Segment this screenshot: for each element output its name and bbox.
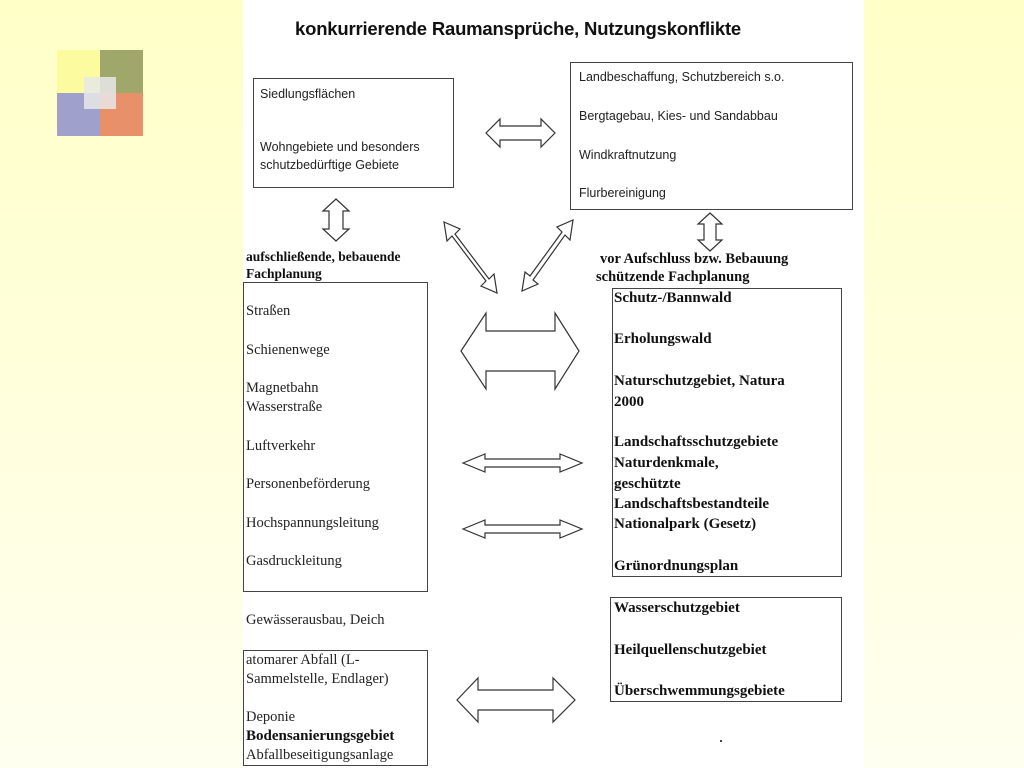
page-title: konkurrierende Raumansprüche, Nutzungskonflikte xyxy=(295,18,741,39)
schutz-line: Grünordnungsplan xyxy=(614,558,739,574)
wasser-line: Wasserschutzgebiet xyxy=(614,600,740,616)
double-arrow-icon xyxy=(444,222,497,293)
schutz-line: Naturdenkmale, xyxy=(614,455,719,471)
verkehr-line: Magnetbahn xyxy=(246,380,319,396)
wasser-line: Überschwemmungsgebiete xyxy=(614,683,785,699)
abfall-line: Bodensanierungsgebiet xyxy=(246,728,395,744)
double-arrow-icon xyxy=(463,520,582,538)
verkehr-line: Schienenwege xyxy=(246,342,330,358)
siedlung-line: schutzbedürftige Gebiete xyxy=(260,158,399,172)
abfall-line: Sammelstelle, Endlager) xyxy=(246,671,389,687)
double-arrow-icon xyxy=(486,119,555,147)
gewaesserausbau-label: Gewässerausbau, Deich xyxy=(246,612,385,628)
schutz-line: Landschaftsbestandteile xyxy=(614,496,770,512)
schutz-line: Landschaftsschutzgebiete xyxy=(614,434,779,450)
double-arrow-icon xyxy=(463,454,582,472)
abfall-line: Deponie xyxy=(246,709,296,725)
heading-left-line: Fachplanung xyxy=(246,266,322,281)
double-arrow-icon xyxy=(522,220,573,291)
siedlung-line: Wohngebiete und besonders xyxy=(260,140,420,154)
heading-left-line: aufschließende, bebauende xyxy=(246,249,401,264)
schutz-line: Schutz-/Bannwald xyxy=(614,290,732,306)
landbeschaffung-line: Landbeschaffung, Schutzbereich s.o. xyxy=(579,70,785,84)
heading-right-line: vor Aufschluss bzw. Bebauung xyxy=(600,251,789,267)
double-arrow-icon xyxy=(461,313,579,389)
verkehr-line: Luftverkehr xyxy=(246,438,316,454)
verkehr-line: Hochspannungsleitung xyxy=(246,515,379,531)
double-arrow-icon xyxy=(457,678,575,722)
verkehr-line: Wasserstraße xyxy=(246,399,323,415)
schutz-line: Nationalpark (Gesetz) xyxy=(614,516,757,532)
landbeschaffung-line: Bergtagebau, Kies- und Sandabbau xyxy=(579,109,778,123)
wasser-line: Heilquellenschutzgebiet xyxy=(614,642,767,658)
siedlung-line: Siedlungsflächen xyxy=(260,87,356,101)
double-arrow-icon xyxy=(698,213,722,251)
heading-right-line: schützende Fachplanung xyxy=(596,269,750,285)
schutz-line: 2000 xyxy=(614,394,644,410)
stray-dot xyxy=(720,740,722,742)
schutz-line: Erholungswald xyxy=(614,331,712,347)
landbeschaffung-line: Windkraftnutzung xyxy=(579,148,677,162)
verkehr-line: Personenbeförderung xyxy=(246,476,371,492)
landbeschaffung-line: Flurbereinigung xyxy=(579,186,666,200)
abfall-line: atomarer Abfall (L- xyxy=(246,652,360,668)
abfall-line: Abfallbeseitigungsanlage xyxy=(246,747,394,763)
schutz-line: Naturschutzgebiet, Natura xyxy=(614,373,785,389)
double-arrow-icon xyxy=(323,199,349,241)
schutz-line: geschützte xyxy=(614,476,681,492)
verkehr-line: Gasdruckleitung xyxy=(246,553,342,569)
verkehr-line: Straßen xyxy=(246,303,291,319)
